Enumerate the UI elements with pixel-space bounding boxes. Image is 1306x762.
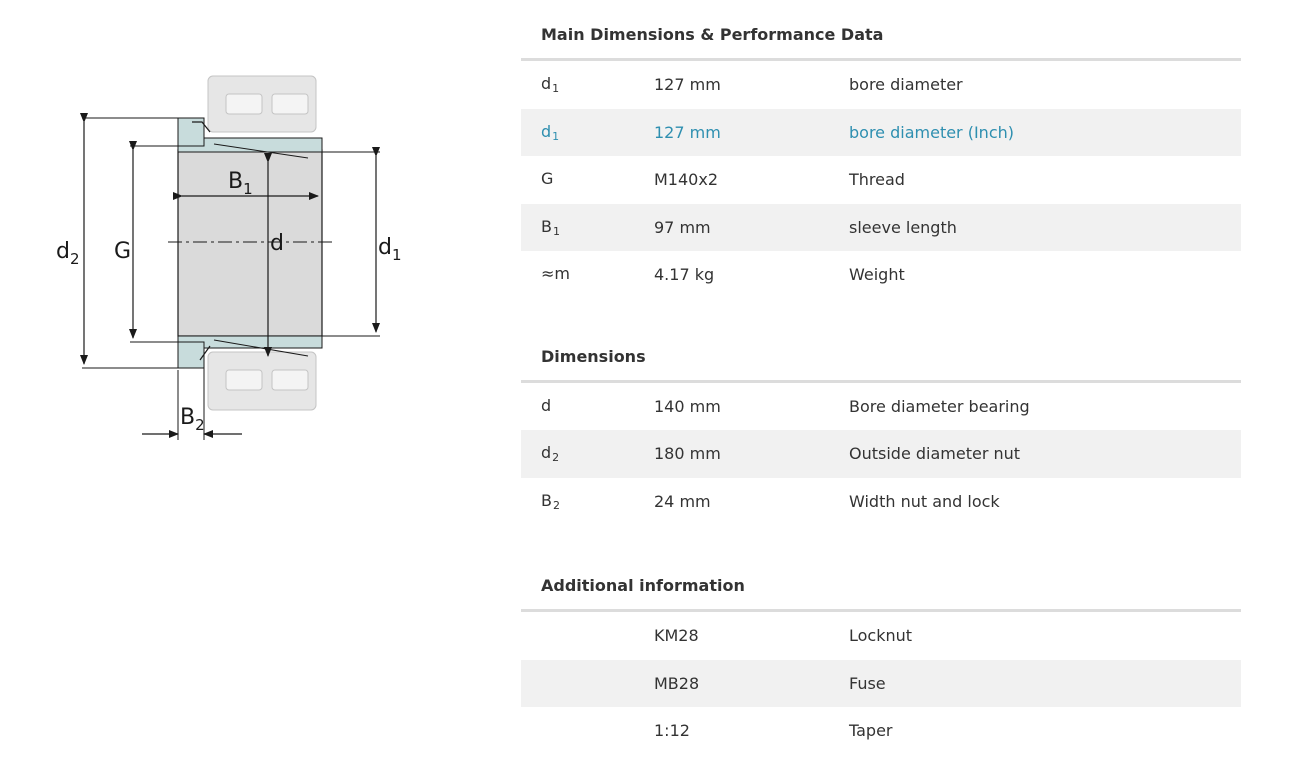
label-b1: $B_1$ [228, 169, 253, 198]
bearing-outline-bottom [208, 352, 316, 410]
value-cell: 180 mm [654, 444, 721, 464]
description-cell: Thread [849, 170, 905, 190]
table-row [521, 478, 1241, 526]
table-row [521, 156, 1241, 204]
description-cell: Locknut [849, 626, 913, 646]
description-cell: Bore diameter bearing [849, 396, 1030, 416]
description-cell: Taper [849, 721, 893, 741]
table-row [521, 383, 1241, 431]
value-cell: 4.17 kg [654, 265, 715, 285]
value-cell: 127 mm [654, 122, 721, 142]
symbol-cell: G [541, 169, 554, 189]
dimension-d1 [322, 152, 380, 336]
value-cell: 140 mm [654, 396, 721, 416]
description-cell: Fuse [849, 673, 886, 693]
label-g: G [114, 239, 132, 264]
symbol-cell: d [541, 395, 552, 415]
description-cell: sleeve length [849, 217, 957, 237]
bearing-outline-top [208, 76, 316, 132]
table-row [521, 251, 1241, 299]
symbol-cell: $d_1$ [541, 74, 560, 96]
spec-tables [521, 14, 1241, 755]
table-row [521, 204, 1241, 252]
symbol-cell: $B_2$ [541, 490, 560, 512]
table-row-highlighted[interactable] [521, 109, 1241, 157]
section-title: Dimensions [521, 336, 1241, 383]
description-cell: bore diameter (Inch) [849, 122, 1014, 142]
value-cell: 24 mm [654, 491, 711, 511]
label-b2: $B_2$ [180, 405, 205, 434]
section-additional [521, 565, 1241, 755]
description-cell: Weight [849, 265, 905, 285]
locknut-bottom [178, 342, 204, 368]
table-row [521, 612, 1241, 660]
label-d1: $d_1$ [378, 235, 402, 264]
description-cell: Width nut and lock [849, 491, 1000, 511]
technical-drawing [40, 60, 420, 460]
table-row [521, 707, 1241, 755]
label-d2: $d_2$ [56, 239, 80, 268]
value-cell: 97 mm [654, 217, 711, 237]
adapter-sleeve-drawing [40, 60, 420, 460]
value-cell: M140x2 [654, 170, 718, 190]
symbol-cell: $d_2$ [541, 443, 560, 465]
section-dimensions [521, 336, 1241, 526]
section-title: Additional information [521, 565, 1241, 612]
symbol-cell: $d_1$ [541, 121, 560, 143]
dimension-g [130, 146, 178, 342]
table-row [521, 430, 1241, 478]
label-d: d [270, 231, 284, 256]
value-cell: KM28 [654, 626, 699, 646]
section-title: Main Dimensions & Performance Data [521, 14, 1241, 61]
section-main [521, 14, 1241, 299]
value-cell: 1:12 [654, 721, 690, 741]
sleeve-body [178, 150, 322, 336]
symbol-cell: $B_1$ [541, 216, 560, 238]
table-row [521, 660, 1241, 708]
value-cell: 127 mm [654, 75, 721, 95]
table-row [521, 61, 1241, 109]
value-cell: MB28 [654, 673, 700, 693]
description-cell: Outside diameter nut [849, 444, 1021, 464]
symbol-cell: ≈m [541, 264, 570, 284]
description-cell: bore diameter [849, 75, 963, 95]
